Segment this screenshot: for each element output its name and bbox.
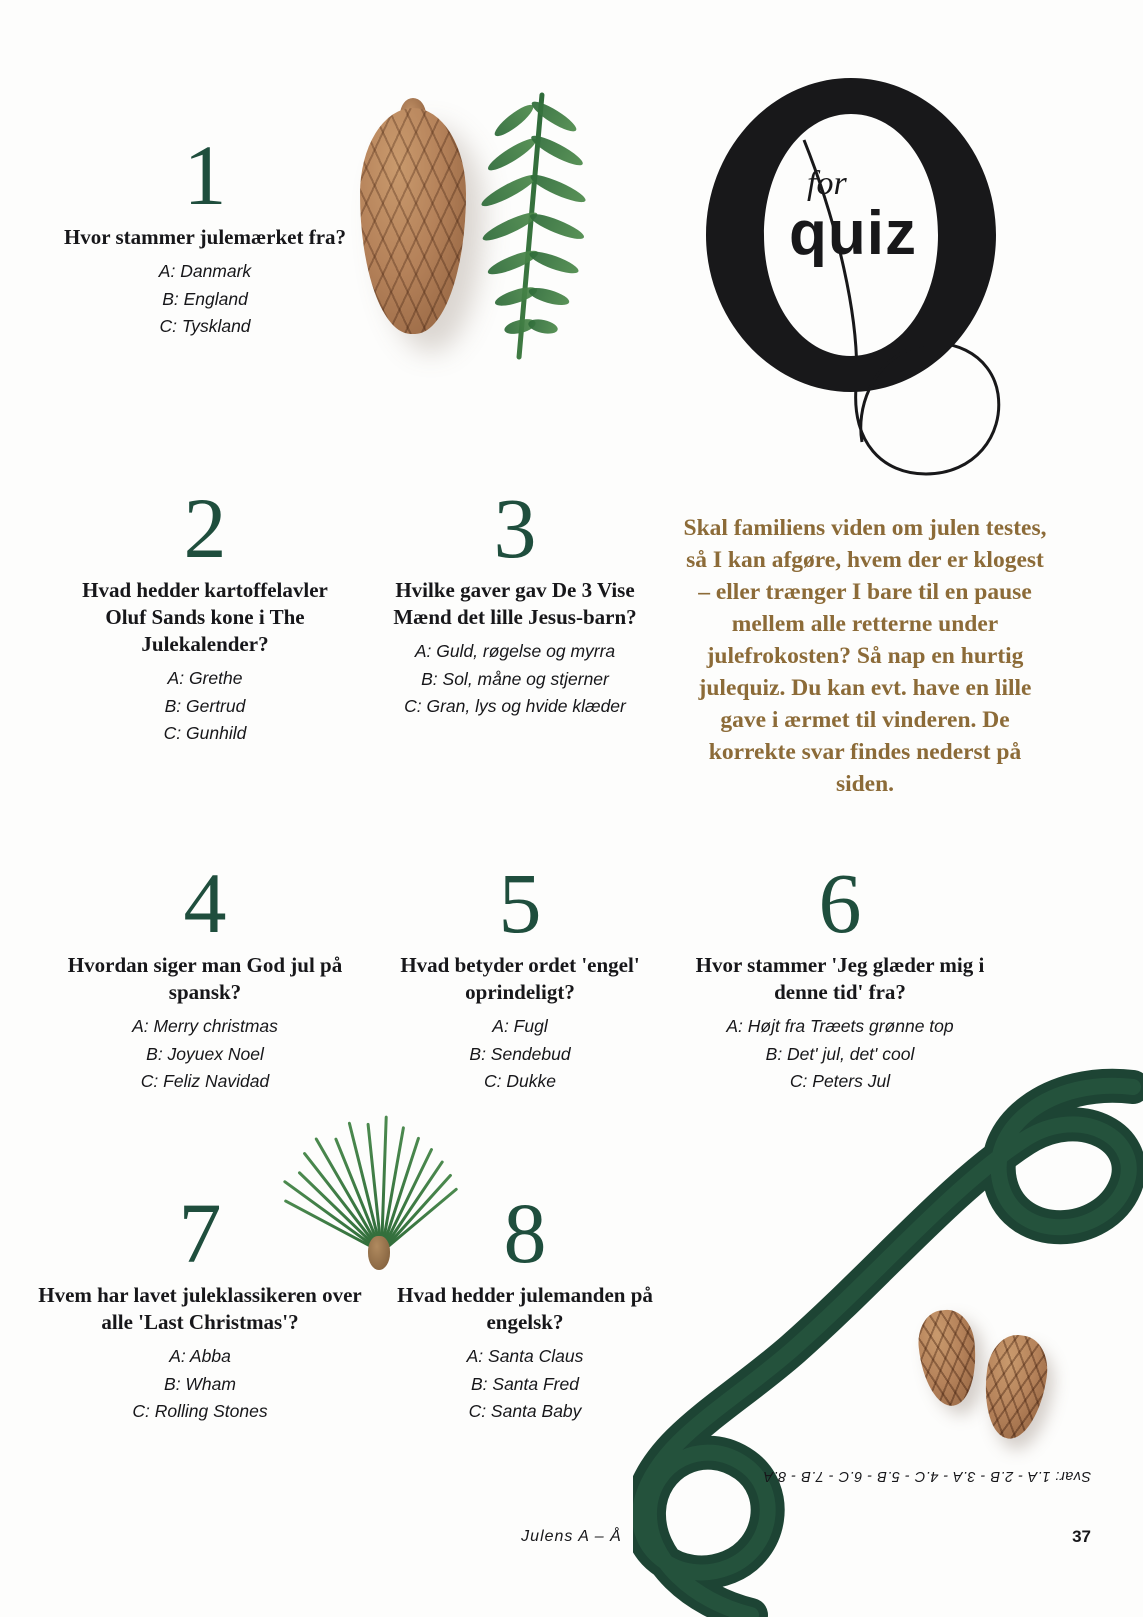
quiz-logo xyxy=(686,70,1016,490)
intro-paragraph: Skal familiens viden om julen testes, så I kan afgøre, hvem der er klogest – eller trænger I bare til en pause mellem alle retterne under julefrokosten? Så nap en hurtig julequiz. Du kan evt. have en lille gave i ærmet til vinderen. De korrekte svar findes nederst på siden. xyxy=(683,515,1047,797)
quiz-number-2: 2 xyxy=(183,480,227,576)
page-number: 37 xyxy=(1072,1527,1091,1546)
quiz-question-5: Hvad betyder ordet 'engel' oprindeligt? xyxy=(400,953,640,1004)
quiz-question-8: Hvad hedder julemanden på engelsk? xyxy=(397,1283,653,1334)
quiz-answer-5a: A: Fugl xyxy=(492,1016,548,1036)
quiz-answer-4a: A: Merry christmas xyxy=(132,1016,278,1036)
quiz-item-5 xyxy=(375,855,665,1096)
quiz-number-7: 7 xyxy=(178,1185,222,1281)
quiz-answer-5c: C: Dukke xyxy=(484,1071,556,1091)
quiz-answer-1c: C: Tyskland xyxy=(159,316,251,336)
quiz-answer-8a: A: Santa Claus xyxy=(466,1346,584,1366)
quiz-answer-6b: B: Det' jul, det' cool xyxy=(765,1043,915,1064)
quiz-item-8 xyxy=(375,1185,675,1426)
quiz-number-1: 1 xyxy=(183,127,227,223)
quiz-question-1: Hvor stammer julemærket fra? xyxy=(63,225,347,249)
quiz-answer-8c: C: Santa Baby xyxy=(468,1401,582,1421)
quiz-item-3 xyxy=(370,480,660,721)
cedar-sprig-image xyxy=(470,92,590,367)
pinecone-image xyxy=(360,108,466,334)
quiz-answer-5b: B: Sendebud xyxy=(469,1043,571,1064)
quiz-answer-4b: B: Joyuex Noel xyxy=(146,1043,264,1064)
quiz-question-3: Hvilke gaver gav De 3 Vise Mænd det lille Jesus-barn? xyxy=(393,578,637,629)
quiz-item-6 xyxy=(690,855,990,1096)
quiz-answer-3a: A: Guld, røgelse og myrra xyxy=(414,641,616,661)
quiz-question-2: Hvad hedder kartoffelavler Oluf Sands kone i The Julekalender? xyxy=(82,578,328,656)
quiz-answer-1a: A: Danmark xyxy=(158,261,252,281)
quiz-answer-6c: C: Peters Jul xyxy=(789,1071,891,1091)
quiz-answer-6a: A: Højt fra Træets grønne top xyxy=(726,1016,954,1036)
quiz-question-6: Hvor stammer 'Jeg glæder mig i denne tid' fra? xyxy=(695,953,985,1004)
quiz-number-8: 8 xyxy=(503,1185,547,1281)
pinecone-small-right xyxy=(978,1331,1052,1442)
quiz-answer-3c: C: Gran, lys og hvide klæder xyxy=(404,696,626,716)
quiz-item-4 xyxy=(55,855,355,1096)
quiz-answer-2c: C: Gunhild xyxy=(163,723,247,743)
quiz-item-7 xyxy=(35,1185,365,1426)
pinecone-scales xyxy=(360,108,466,334)
quiz-item-2 xyxy=(60,480,350,748)
quiz-answer-7b: B: Wham xyxy=(164,1373,236,1394)
logo-quiz-label: quiz xyxy=(789,199,917,268)
publication-title: Julens A – Å xyxy=(521,1528,622,1545)
quiz-answer-3b: B: Sol, måne og stjerner xyxy=(421,668,609,689)
quiz-question-4: Hvordan siger man God jul på spansk? xyxy=(67,953,343,1004)
quiz-answer-1b: B: England xyxy=(162,288,248,309)
quiz-answer-8b: B: Santa Fred xyxy=(471,1373,579,1394)
quiz-answer-2b: B: Gertrud xyxy=(164,695,246,716)
pinecone-small-left xyxy=(915,1307,981,1408)
quiz-question-7: Hvem har lavet juleklassikeren over alle 'Last Christmas'? xyxy=(38,1283,362,1334)
quiz-number-3: 3 xyxy=(493,480,537,576)
quiz-item-1 xyxy=(60,127,350,341)
quiz-number-6: 6 xyxy=(818,855,862,951)
quiz-answer-2a: A: Grethe xyxy=(167,668,243,688)
quiz-answer-7a: A: Abba xyxy=(169,1346,231,1366)
answer-key: Svar: 1.A - 2.B - 3.A - 4.C - 5.B - 6.C - 7.B - 8.A xyxy=(762,1468,1091,1484)
quiz-number-5: 5 xyxy=(498,855,542,951)
quiz-answer-4c: C: Feliz Navidad xyxy=(140,1071,270,1091)
quiz-number-4: 4 xyxy=(183,855,227,951)
logo-for-label: for xyxy=(807,165,847,202)
quiz-answer-7c: C: Rolling Stones xyxy=(132,1401,268,1421)
